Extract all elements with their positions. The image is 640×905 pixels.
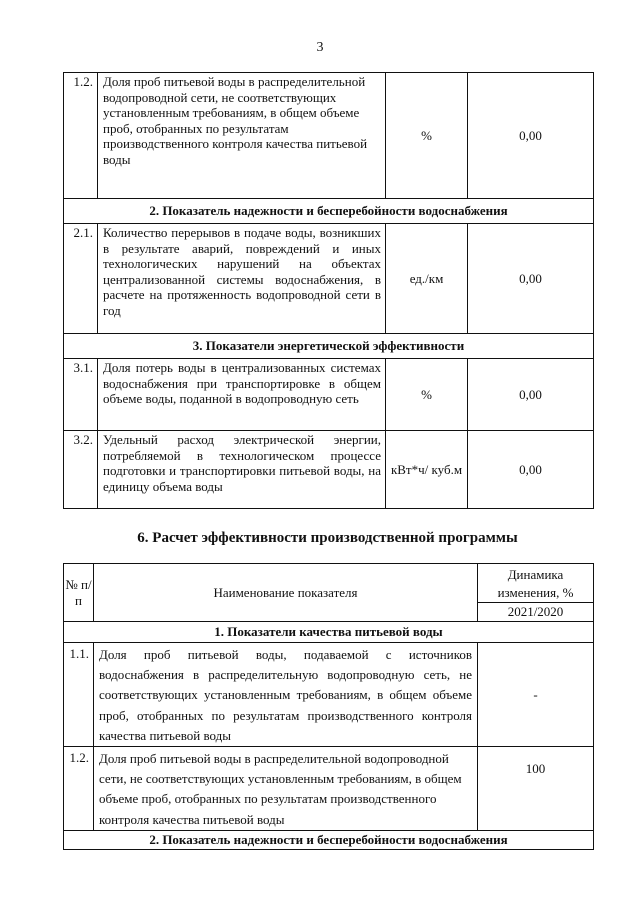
header-row [64, 564, 594, 603]
indicators-table [63, 72, 594, 509]
value-cell: 0,00 [468, 359, 594, 431]
value-cell: 0,00 [468, 73, 594, 199]
value-cell: 0,00 [468, 224, 594, 334]
page-number: 3 [316, 40, 324, 55]
header-dynamics: Динамика изменения, % [478, 564, 594, 603]
value-cell: 0,00 [468, 431, 594, 509]
row-number: 2.1. [64, 224, 98, 334]
header-num: № п/п [64, 564, 94, 622]
table-row [64, 643, 594, 747]
efficiency-table [63, 563, 594, 850]
section-heading: 2. Показатель надежности и бесперебойности водоснабжения [64, 830, 594, 849]
row-number: 1.2. [64, 747, 94, 831]
section-row [64, 334, 594, 359]
row-number: 3.1. [64, 359, 98, 431]
indicator-name: Количество перерывов в подаче воды, возникших в результате аварий, повреждений и иных технологических нарушений на объектах централизованной системы водоснабжения, в расчете на протяженность водопроводной сети в год [98, 224, 386, 334]
unit-cell: % [386, 73, 468, 199]
section-row [64, 830, 594, 849]
unit-cell: ед./км [386, 224, 468, 334]
header-period: 2021/2020 [478, 603, 594, 622]
table-row [64, 224, 594, 334]
section-heading: 2. Показатель надежности и бесперебойности водоснабжения [64, 199, 594, 224]
row-number: 1.2. [64, 73, 98, 199]
value-cell: - [478, 643, 594, 747]
indicator-name: Доля проб питьевой воды в распределительной водопроводной сети, не соответствующих установленным требованиям, в общем объеме проб, отобранных по результатам производственного контроля качества питьевой воды [98, 73, 386, 199]
indicator-name: Доля проб питьевой воды, подаваемой с источников водоснабжения в распределительную водопроводную сеть, не соответствующих установленным требованиям, в общем объеме проб, отобранных по результатам производственного контроля качества питьевой воды [94, 643, 478, 747]
table-row [64, 73, 594, 199]
table-row [64, 431, 594, 509]
value-cell: 100 [478, 747, 594, 831]
unit-cell: % [386, 359, 468, 431]
section-heading: 1. Показатели качества питьевой воды [64, 622, 594, 643]
indicator-name: Доля проб питьевой воды в распределительной водопроводной сети, не соответствующих установленным требованиям, в общем объеме проб, отобранных по результатам производственного контроля качества питьевой воды [94, 747, 478, 831]
indicator-name: Доля потерь воды в централизованных системах водоснабжения при транспортировке в общем объеме воды, поданной в водопроводную сеть [98, 359, 386, 431]
table-row [64, 747, 594, 831]
row-number: 1.1. [64, 643, 94, 747]
section-title: 6. Расчет эффективности производственной программы [137, 530, 518, 546]
table-row [64, 359, 594, 431]
row-number: 3.2. [64, 431, 98, 509]
section-row [64, 622, 594, 643]
section-row [64, 199, 594, 224]
indicator-name: Удельный расход электрической энергии, потребляемой в технологическом процессе подготовки и транспортировки питьевой воды, на единицу объема воды [98, 431, 386, 509]
unit-cell: кВт*ч/ куб.м [386, 431, 468, 509]
header-name: Наименование показателя [94, 564, 478, 622]
section-heading: 3. Показатели энергетической эффективности [64, 334, 594, 359]
